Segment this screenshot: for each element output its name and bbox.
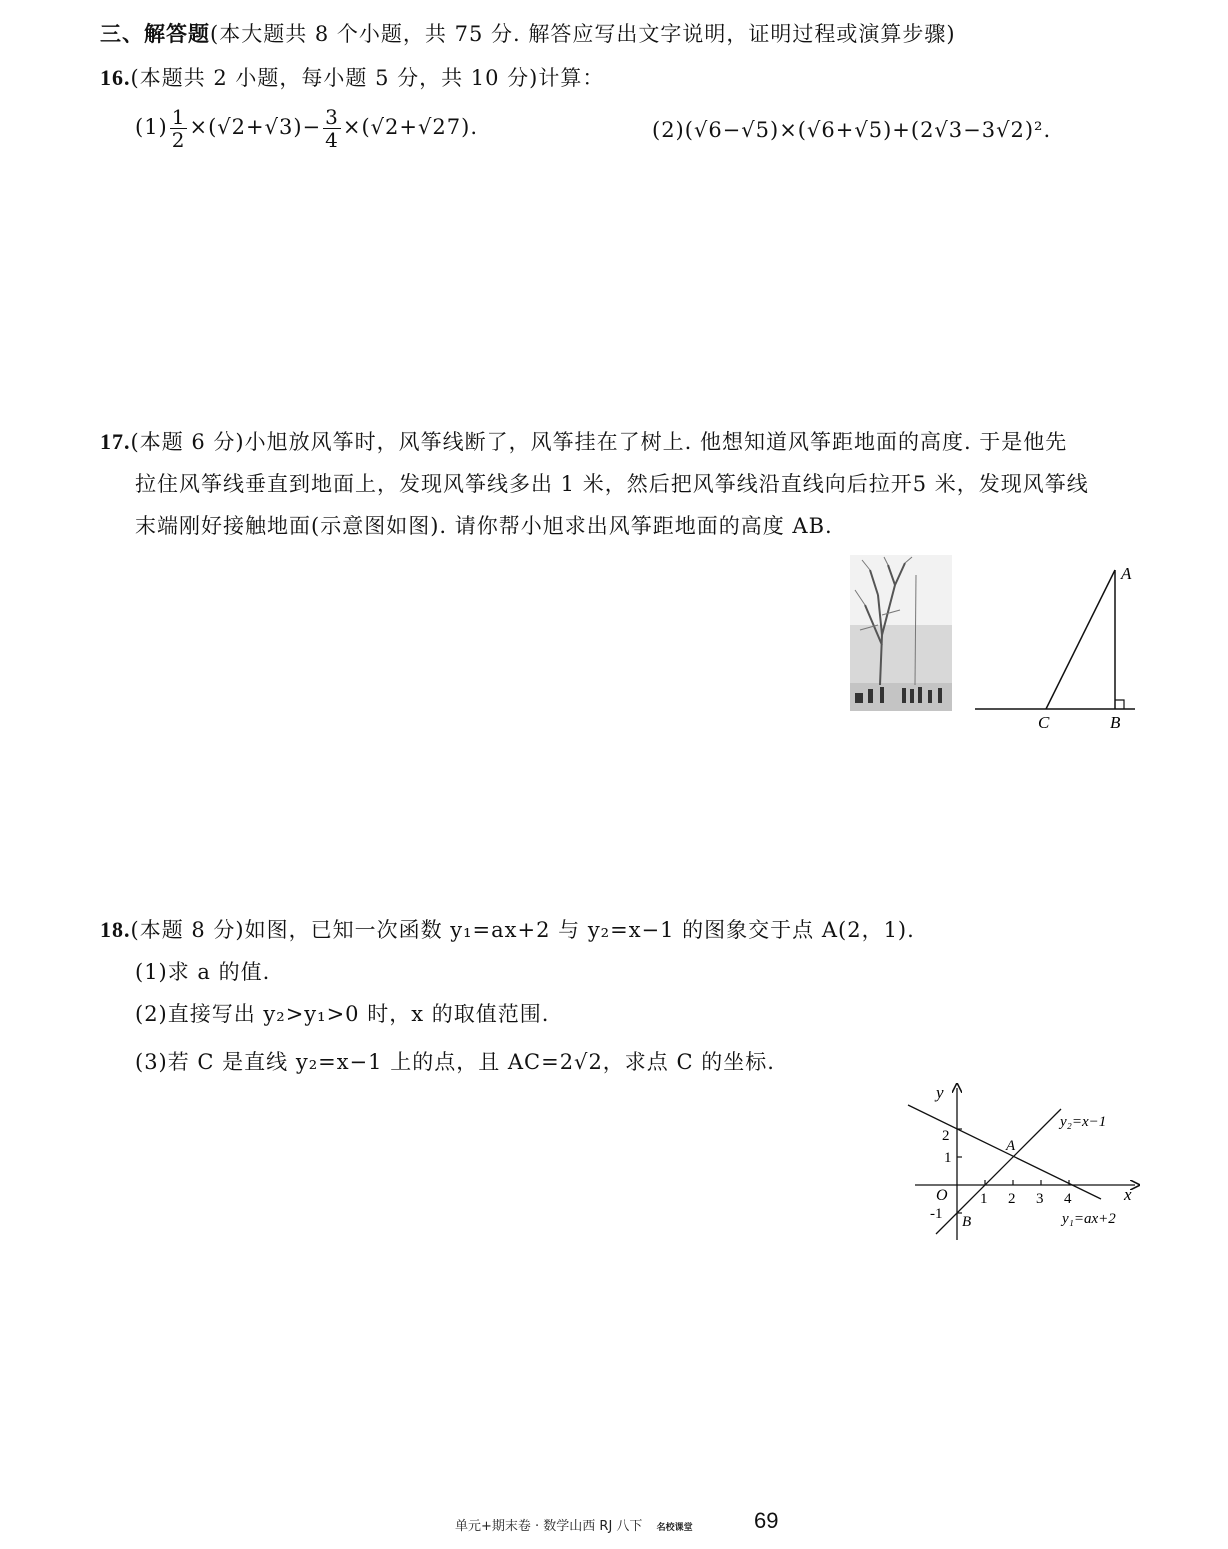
fraction-denominator: 2	[171, 128, 186, 152]
kite-tree-photo	[850, 555, 952, 711]
q16-p1-label: (1)	[135, 115, 168, 139]
question-17-line-3: 末端刚好接触地面(示意图如图). 请你帮小旭求出风筝距地面的高度 AB.	[135, 514, 833, 538]
footer-logo: 名校课堂	[656, 1523, 693, 1533]
y-axis-label: y	[936, 1083, 944, 1102]
x-tick-label: 1	[980, 1191, 988, 1207]
label-b: B	[1110, 713, 1121, 732]
question-18-number: 18.	[100, 917, 131, 942]
question-18-sub-3: (3)若 C 是直线 y₂=x−1 上的点，且 AC=2√2，求点 C 的坐标.	[135, 1050, 775, 1074]
question-18-sub-2: (2)直接写出 y₂>y₁>0 时，x 的取值范围.	[135, 1002, 550, 1026]
footer	[455, 1515, 693, 1534]
section-note: (本大题共 8 个小题，共 75 分. 解答应写出文字说明，证明过程或演算步骤)	[210, 22, 956, 46]
question-18-sub-1: (1)求 a 的值.	[135, 960, 271, 984]
fraction-denominator: 4	[325, 128, 339, 152]
question-17-text-1: (本题 6 分)小旭放风筝时，风筝线断了，风筝挂在了树上. 他想知道风筝距地面的高度. 于是他先	[130, 430, 1068, 454]
x-tick-label: 4	[1064, 1191, 1072, 1207]
origin-label: O	[936, 1187, 948, 1204]
question-18-text: (本题 8 分)如图，已知一次函数 y₁=ax+2 与 y₂=x−1 的图象交于点 A(2，1).	[130, 918, 915, 942]
question-16-intro	[100, 62, 604, 92]
label-c: C	[1038, 713, 1050, 732]
line-y2-label: y₂=x−1	[1060, 1114, 1107, 1130]
triangle-diagram	[970, 560, 1140, 735]
question-16-number: 16.	[100, 65, 131, 90]
y-tick-label: 2	[942, 1128, 950, 1144]
fraction-numerator: 1	[171, 105, 186, 129]
y-tick-label: 1	[944, 1150, 952, 1166]
q16-p1-expr-a: ×(√2+√3)−	[189, 115, 322, 139]
point-a-label: A	[1006, 1138, 1016, 1154]
segment-ac	[1046, 570, 1115, 709]
point-b-label: B	[962, 1214, 972, 1230]
question-17-number: 17.	[100, 429, 131, 454]
right-angle-mark	[1115, 700, 1124, 709]
x-axis-label: x	[1124, 1185, 1132, 1204]
label-a: A	[1121, 564, 1132, 583]
question-16-part-2: (2)(√6−√5)×(√6+√5)+(2√3−3√2)².	[652, 118, 1052, 142]
question-17-line-2: 拉住风筝线垂直到地面上，发现风筝线多出 1 米，然后把风筝线沿直线向后拉开5 米，发现风筝线	[135, 472, 1089, 496]
x-tick-label: 2	[1008, 1191, 1016, 1207]
section-title: 三、解答题	[100, 21, 210, 46]
question-16-part-1	[135, 106, 478, 151]
fraction-three-quarters	[323, 106, 341, 151]
fraction-numerator: 3	[325, 105, 339, 129]
footer-text: 单元+期末卷 · 数学山西 RJ 八下	[455, 1519, 643, 1534]
line-y1-label: y₁=ax+2	[1062, 1211, 1116, 1227]
question-17-line-1	[100, 426, 1067, 456]
fraction-one-half	[170, 106, 188, 151]
q16-p1-expr-b: ×(√2+√27).	[342, 115, 478, 139]
question-16-text: (本题共 2 小题，每小题 5 分，共 10 分)计算：	[130, 66, 605, 90]
y-tick-label: -1	[930, 1206, 943, 1222]
x-tick-label: 3	[1036, 1191, 1044, 1207]
function-graph	[900, 1080, 1150, 1245]
page-number: 69	[754, 1508, 779, 1533]
question-18-intro	[100, 914, 915, 944]
section-header	[100, 18, 956, 48]
